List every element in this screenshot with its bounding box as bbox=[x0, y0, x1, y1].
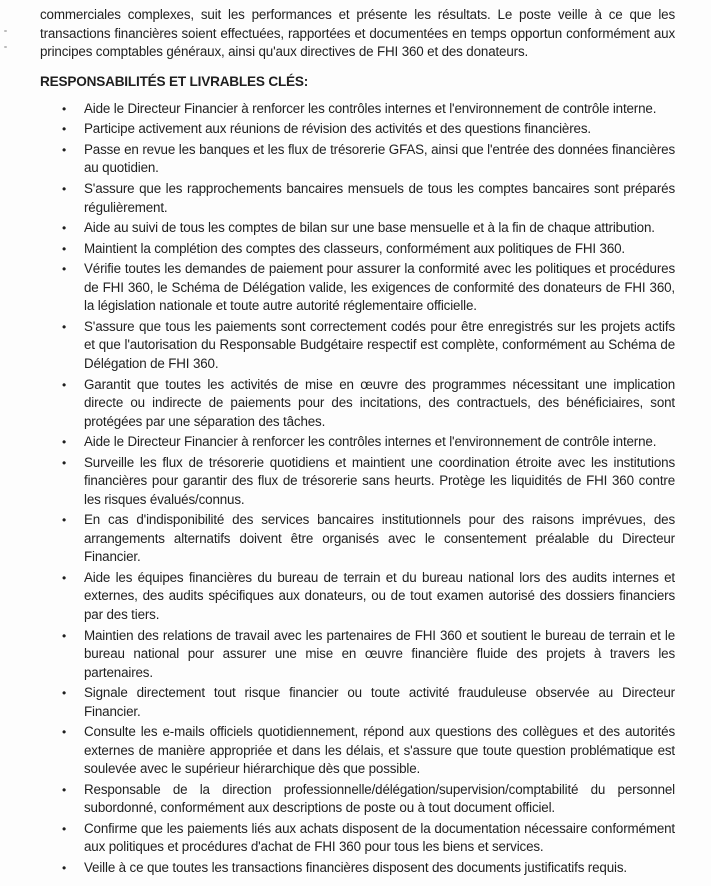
list-item-text: Aide le Directeur Financier à renforcer les contrôles internes et l'environnement de contrôle interne. bbox=[84, 100, 657, 116]
list-item bbox=[40, 627, 675, 683]
intro-paragraph: commerciales complexes, suit les performances et présente les résultats. Le poste veille à ce que les transactions financières soient effectuées, rapportées et documentées en temps opportun conformément aux principes comptables généraux, ainsi qu'aux directives de FHI 360 et des donateurs. bbox=[40, 7, 675, 60]
list-item bbox=[40, 141, 675, 178]
list-item-text: Maintien des relations de travail avec les partenaires de FHI 360 et soutient le bureau de terrain et le bureau national pour assurer une mise en œuvre financière fluide des projets à travers les partenaires. bbox=[84, 627, 675, 680]
bullet-icon: • bbox=[62, 262, 67, 277]
list-item-text: Garantit que toutes les activités de mise en œuvre des programmes nécessitant une implication directe ou indirecte de paiements pour des incitations, des contractuels, des bénéficiaires, sont protégées par une séparation des tâches. bbox=[84, 376, 675, 429]
list-item bbox=[40, 723, 675, 779]
list-item bbox=[40, 781, 675, 818]
list-item-text: Confirme que les paiements liés aux achats disposent de la documentation nécessaire conformément aux politiques et procédures d'achat de FHI 360 pour tous les biens et services. bbox=[84, 820, 675, 855]
list-item-text: Participe activement aux réunions de révision des activités et des questions financières. bbox=[84, 121, 591, 137]
list-item-text: Responsable de la direction professionnelle/délégation/supervision/comptabilité du personnel subordonné, conformément aux descriptions de poste ou à tout document officiel. bbox=[84, 781, 675, 816]
list-item-text: Aide les équipes financières du bureau de terrain et du bureau national lors des audits internes et externes, des audits spécifiques aux donateurs, ou de tout examen autorisé des dossiers financiers par des tiers. bbox=[84, 569, 675, 622]
list-item bbox=[40, 260, 675, 316]
responsibilities-list bbox=[40, 100, 675, 878]
list-item-text: S'assure que les rapprochements bancaires mensuels de tous les comptes bancaires sont préparés régulièrement. bbox=[84, 181, 675, 215]
list-item bbox=[40, 180, 675, 217]
list-item bbox=[40, 684, 675, 721]
list-item bbox=[40, 569, 675, 625]
bullet-icon: • bbox=[62, 142, 67, 157]
list-item-text: Passe en revue les banques et les flux de trésorerie GFAS, ainsi que l'entrée des données financières au quotidien. bbox=[84, 141, 675, 176]
bullet-icon: • bbox=[62, 455, 67, 470]
bullet-icon: • bbox=[62, 435, 67, 450]
list-item-text: Aide le Directeur Financier à renforcer les contrôles internes et l'environnement de contrôle interne. bbox=[84, 434, 657, 450]
list-item-text: Aide au suivi de tous les comptes de bilan sur une base mensuelle et à la fin de chaque attribution. bbox=[84, 220, 655, 236]
bullet-icon: • bbox=[62, 725, 67, 740]
list-item-text: Consulte les e-mails officiels quotidiennement, répond aux questions des collègues et des autorités externes de manière appropriée et dans les délais, et s'assure que toute question problématique est soulevée avec le supérieur hiérarchique dès que possible. bbox=[84, 724, 675, 777]
bullet-icon: • bbox=[62, 377, 67, 392]
bullet-icon: • bbox=[62, 860, 67, 875]
list-item-text: S'assure que tous les paiements sont correctement codés pour être enregistrés sur les projets actifs et que l'autorisation du Responsable Budgétaire respectif est complète, conformément au Schéma de Délégation de FHI 360. bbox=[84, 318, 675, 371]
bullet-icon: • bbox=[62, 221, 67, 236]
list-item bbox=[40, 820, 675, 857]
list-item bbox=[40, 100, 675, 119]
bullet-icon: • bbox=[62, 122, 67, 137]
bullet-icon: • bbox=[62, 513, 67, 528]
list-item-text: Signale directement tout risque financier ou toute activité frauduleuse observée au Directeur Financier. bbox=[84, 685, 675, 719]
list-item bbox=[40, 318, 675, 374]
bullet-icon: • bbox=[62, 570, 67, 585]
bullet-icon: • bbox=[62, 319, 67, 334]
list-item-text: En cas d'indisponibilité des services bancaires institutionnels pour des raisons imprévues, des arrangements alternatifs doivent être organisés avec le consentement préalable du Directeur Financier. bbox=[84, 512, 675, 565]
bullet-icon: • bbox=[62, 782, 67, 797]
scan-artifact bbox=[4, 46, 7, 48]
bullet-icon: • bbox=[62, 628, 67, 643]
list-item-text: Surveille les flux de trésorerie quotidiens et maintient une coordination étroite avec les institutions financières pour garantir des flux de trésorerie sans heurts. Protège les liquidités de FHI 360 contre les risques évalués/connus. bbox=[84, 454, 675, 507]
list-item bbox=[40, 433, 675, 452]
list-item bbox=[40, 376, 675, 432]
bullet-icon: • bbox=[62, 182, 67, 197]
list-item-text: Maintient la complétion des comptes des classeurs, conformément aux politiques de FHI 360. bbox=[84, 240, 626, 256]
list-item-text: Vérifie toutes les demandes de paiement pour assurer la conformité avec les politiques et procédures de FHI 360, le Schéma de Délégation valide, les exigences de conformité des donateurs de FHI 360, la législation nationale et toute autre autorité réglementaire officielle. bbox=[84, 261, 675, 314]
section-heading: RESPONSABILITÉS ET LIVRABLES CLÉS: bbox=[40, 73, 309, 89]
scan-artifact bbox=[4, 30, 7, 32]
list-item bbox=[40, 454, 675, 510]
bullet-icon: • bbox=[62, 821, 67, 836]
bullet-icon: • bbox=[62, 686, 67, 701]
bullet-icon: • bbox=[62, 241, 67, 256]
list-item bbox=[40, 240, 675, 259]
list-item bbox=[40, 511, 675, 567]
bullet-icon: • bbox=[62, 101, 67, 116]
list-item bbox=[40, 120, 675, 139]
list-item bbox=[40, 219, 675, 238]
list-item bbox=[40, 859, 675, 878]
list-item-text: Veille à ce que toutes les transactions financières disposent des documents justificatifs requis. bbox=[84, 859, 627, 875]
